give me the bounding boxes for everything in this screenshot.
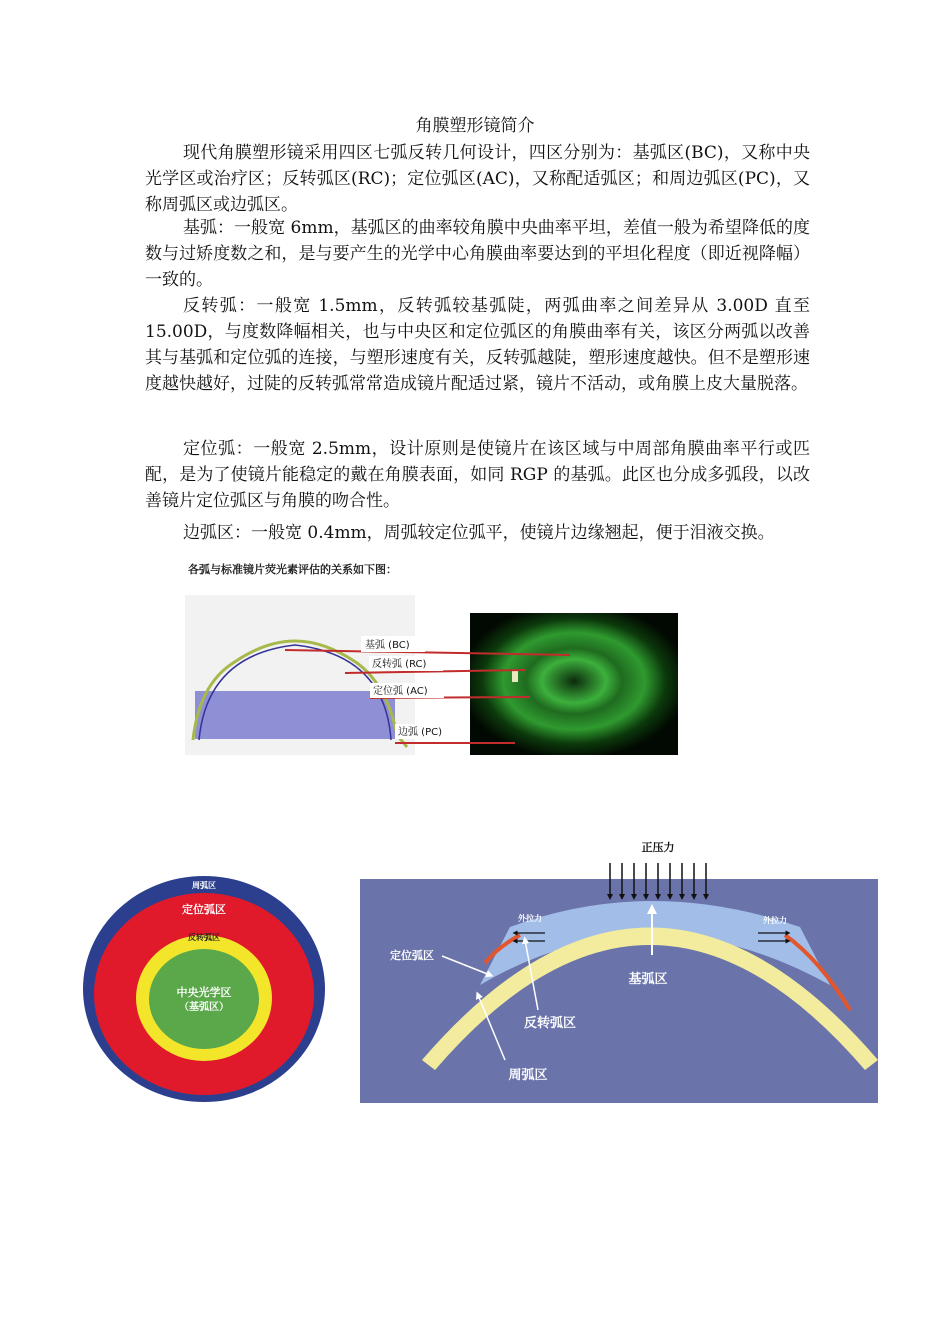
paragraph-intro: 现代角膜塑形镜采用四区七弧反转几何设计，四区分别为：基弧区(BC)，又称中央光学区或治疗区；反转弧区(RC)；定位弧区(AC)，又称配适弧区；和周边弧区(PC)，又称周弧区或边弧区。 [145, 143, 810, 215]
pull-right-label: 外拉力 [763, 916, 787, 925]
red-label: 定位弧区 [182, 903, 226, 916]
ac-label: 定位弧区 [390, 949, 434, 962]
lens-profile-figure [185, 585, 680, 760]
central-optical-zone [149, 949, 259, 1049]
rc-label: 反转弧 (RC) [372, 659, 427, 670]
paragraph-base-curve: 基弧：一般宽 6mm，基弧区的曲率较角膜中央曲率平坦，差值一般为希望降低的度数与过矫度数之和，是与要产生的光学中心角膜曲率要达到的平坦化程度（即近视降幅）一致的。 [145, 218, 810, 290]
pc-label: 边弧 (PC) [398, 727, 442, 738]
outer-label: 周弧区 [192, 881, 216, 890]
paragraph-alignment-curve: 定位弧：一般宽 2.5mm，设计原则是使镜片在该区域与中周部角膜曲率平行或匹配，是为了使镜片能稳定的戴在角膜表面，如同 RGP 的基弧。此区也分成多弧段，以改善镜片定位弧区与角膜的吻合性。 [145, 439, 810, 511]
paragraph-peripheral-curve: 边弧区：一般宽 0.4mm，周弧较定位弧平，使镜片边缘翘起，便于泪液交换。 [183, 523, 775, 543]
fluorescein-highlight [512, 670, 518, 682]
bc-label: 基弧区 [628, 972, 668, 987]
document-title: 角膜塑形镜简介 [415, 116, 535, 136]
center-label-line1: 中央光学区 [176, 986, 232, 999]
pc-label: 周弧区 [508, 1068, 548, 1083]
pressure-diagram [360, 835, 880, 1105]
center-label-line2: （基弧区） [179, 1002, 229, 1013]
cornea-fill [195, 691, 395, 739]
rc-label: 反转弧区 [523, 1016, 577, 1031]
pressure-label: 正压力 [641, 841, 675, 854]
bc-label: 基弧 (BC) [365, 640, 410, 651]
pull-left-label: 外拉力 [518, 914, 542, 923]
zone-diagram [82, 876, 332, 1108]
figure1-caption: 各弧与标准镜片荧光素评估的关系如下图： [188, 563, 397, 576]
paragraph-reverse-curve: 反转弧：一般宽 1.5mm，反转弧较基弧陡，两弧曲率之间差异从 3.00D 直至 15.00D，与度数降幅相关，也与中央区和定位弧区的角膜曲率有关，该区分两弧以改善其与基弧和定位弧的连接，与塑形速度有关，反转弧越陡，塑形速度越快。但不是塑形速度越快越好，过陡的反转弧常常造成镜片配适过紧，镜片不活动，或角膜上皮大量脱落。 [145, 296, 810, 394]
yellow-label: 反转弧区 [188, 933, 220, 942]
ac-label: 定位弧 (AC) [373, 686, 428, 697]
fluorescein-image [470, 613, 678, 755]
